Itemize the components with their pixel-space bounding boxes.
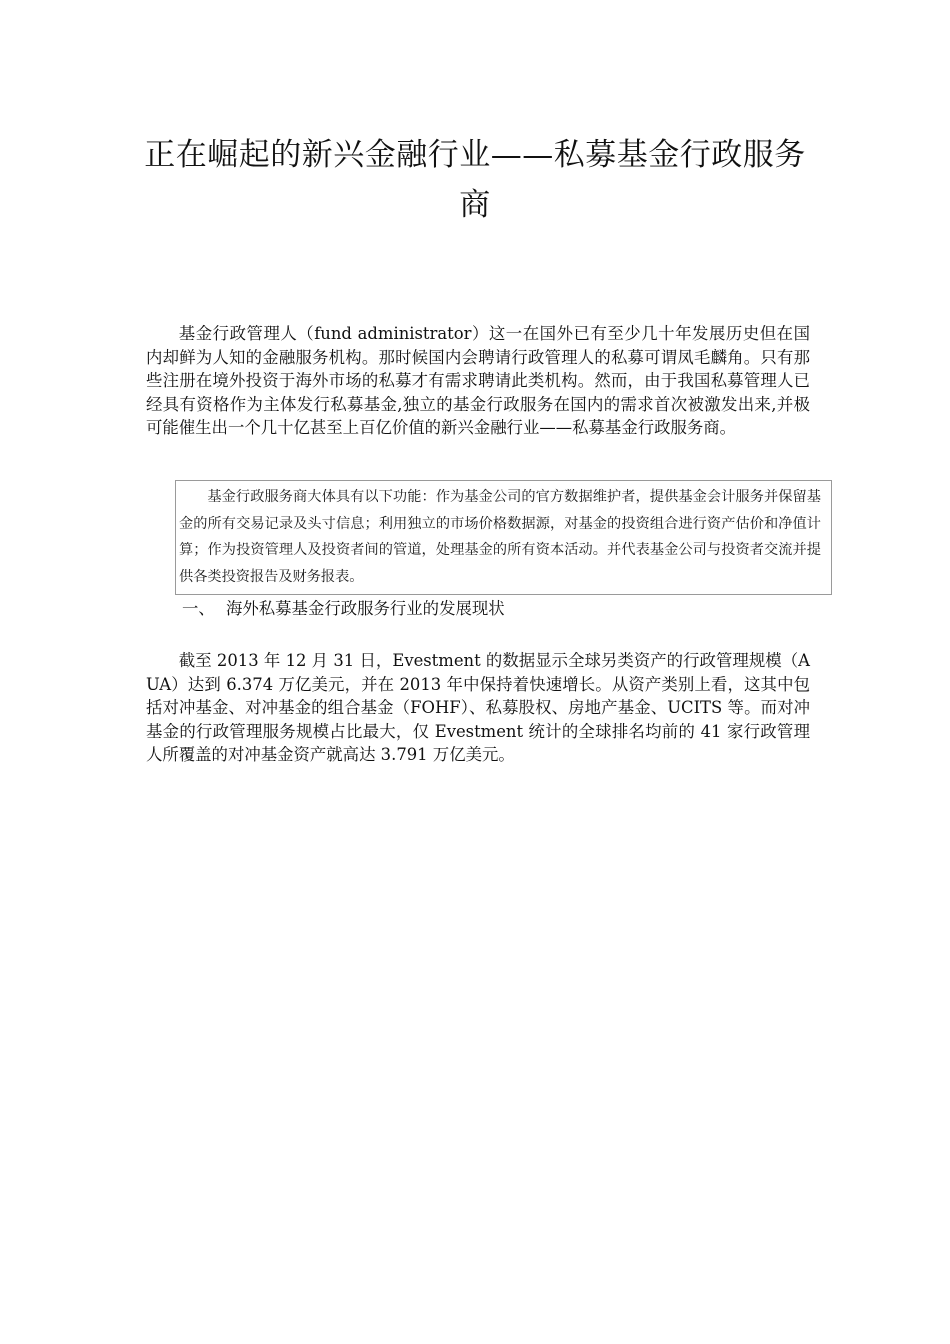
section-paragraph: 截至 2013 年 12 月 31 日，Evestment 的数据显示全球另类资产的行政管理规模（AUA）达到 6.374 万亿美元，并在 2013 年中保持着快速增长。从资产类别上看，这其中包括对冲基金、对冲基金的组合基金（FOHF）、私募股权、房地产基金、UCITS 等。而对冲基金的行政管理服务规模占比最大，仅 Evestment 统计的全球排名均前的 41 家行政管理人所覆盖的对冲基金资产就高达 3.791 万亿美元。 [146,651,810,764]
functions-callout-box: 基金行政服务商大体具有以下功能：作为基金公司的官方数据维护者，提供基金会计服务并保留基金的所有交易记录及头寸信息；利用独立的市场价格数据源，对基金的投资组合进行资产估价和净值计算；作为投资管理人及投资者间的管道，处理基金的所有资本活动。并代表基金公司与投资者交流并提供各类投资报告及财务报表。 [175,480,832,595]
section-heading [182,597,505,621]
section-heading-text: 海外私募基金行政服务行业的发展现状 [226,599,505,618]
intro-paragraph: 基金行政管理人（fund administrator）这一在国外已有至少几十年发展历史但在国内却鲜为人知的金融服务机构。那时候国内会聘请行政管理人的私募可谓凤毛麟角。只有那些注册在境外投资于海外市场的私募才有需求聘请此类机构。然而，由于我国私募管理人已经具有资格作为主体发行私募基金,独立的基金行政服务在国内的需求首次被激发出来,并极可能催生出一个几十亿甚至上百亿价值的新兴金融行业——私募基金行政服务商。 [146,324,810,437]
document-title: 正在崛起的新兴金融行业——私募基金行政服务商 [144,137,806,223]
section-heading-number: 一、 [182,599,215,618]
